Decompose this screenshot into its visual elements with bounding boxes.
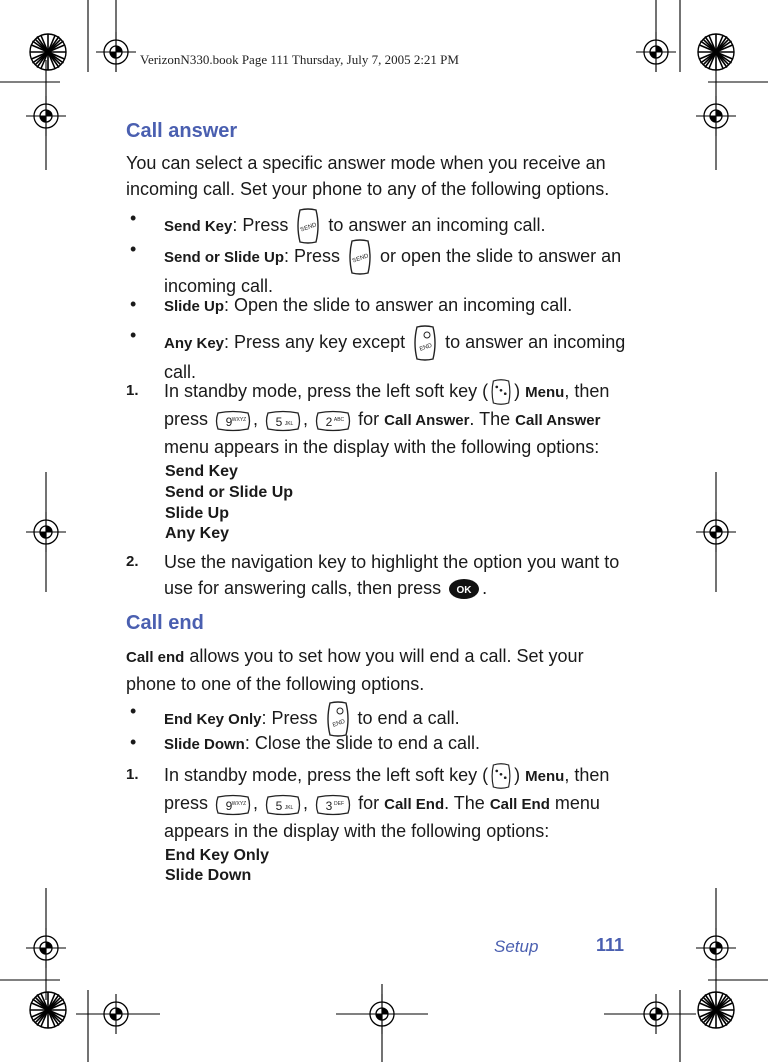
step-text: In standby mode, press the left soft key ( [164,765,489,785]
bullet-text: or open the slide to answer an incoming call. [164,245,622,296]
key-2-icon [315,410,351,432]
key-3-icon [315,794,351,816]
step-number: 1. [126,766,139,783]
step-text: for [358,793,380,814]
menu-option: Send or Slide Up [165,484,294,501]
option-term: Send or Slide Up [164,248,285,266]
end-key-icon [412,325,438,361]
bullet-text: to end a call. [352,707,460,728]
left-soft-key-icon [490,762,512,790]
bullet-text: : Press [284,245,346,266]
step-text: , then press [164,381,610,430]
step-text: Use the navigation key to highlight the option you want to use for answering calls, then press [164,552,620,598]
send-key-icon [347,239,373,275]
menu-label: Call End [489,796,550,814]
menu-label: Call Answer [384,412,470,430]
step-text: menu appears in the display with the following options: [164,437,600,458]
option-term: Slide Up [164,298,225,315]
key-9-icon [215,794,251,816]
menu-label: Call Answer [515,412,601,430]
step-text: . The [444,793,485,814]
svg-text:ABC: ABC [333,416,345,423]
menu-option: Send Key [165,463,238,480]
bullet-icon: • [130,701,137,721]
step-number: 2. [126,553,139,570]
key-5-icon [265,410,301,432]
intro-text: allows you to set how you will end a call. Set your phone to one of the following options. [126,646,584,694]
step-text: menu appears in the display with the following options: [164,793,600,842]
call-end-intro [126,643,636,697]
step-text: In standby mode, press the left soft key ( [164,381,489,401]
left-soft-key-icon [490,378,512,406]
menu-label: Call End [384,796,445,814]
svg-text:9: 9 [225,798,233,813]
bullet-icon: • [130,208,137,228]
section-title-call-end: Call end [126,612,204,634]
bullet-icon: • [130,294,137,314]
call-answer-intro: You can select a specific answer mode when you receive an incoming call. Set your phone to any of the following options. [126,153,610,199]
svg-text:3: 3 [325,798,333,813]
bullet-text: : Close the slide to end a call. [244,733,480,753]
footer-section-name: Setup [494,937,539,956]
key-9-icon [215,410,251,432]
step-text: , then press [164,765,610,814]
option-term: Slide Down [164,736,245,753]
step-number: 1. [126,382,139,399]
bullet-text: : Open the slide to answer an incoming call. [224,295,573,315]
step-text: for [358,409,380,430]
svg-text:5: 5 [275,798,283,813]
menu-label: Menu [525,768,565,785]
menu-option: End Key Only [165,847,270,864]
section-title-call-answer: Call answer [126,120,238,142]
svg-text:5: 5 [275,414,283,429]
svg-text:2: 2 [325,414,333,429]
menu-option: Slide Down [165,867,252,884]
option-term: End Key Only [164,710,262,728]
option-term: Send Key [164,217,233,235]
bullet-text: : Press any key except [224,331,411,352]
bullet-text: : Press [232,214,294,235]
svg-text:JKL: JKL [284,420,294,427]
intro-term: Call end [126,649,185,666]
bullet-icon: • [130,325,137,345]
menu-option: Slide Up [165,505,230,522]
option-term: Any Key [164,334,225,352]
step-1-call-answer: 1. In standby mode, press the left soft key ( ) Menu, then press 9 WXYZ , 5 JKL , 2 ABC for Call Answer. The Call Answer menu appears in the display with the following options: [126,378,636,456]
menu-option: Any Key [165,525,230,542]
ok-key-icon [448,578,480,600]
bullet-icon: • [130,732,137,752]
step-1-call-end: 1. In standby mode, press the left soft key ( ) Menu, then press 9 WXYZ , 5 JKL , 3 DEF for Call End. The Call End menu appears in the display with the following options: [126,762,636,840]
svg-text:WXYZ: WXYZ [231,416,247,423]
print-header-stamp: VerizonN330.book Page 111 Thursday, July 7, 2005 2:21 PM [140,52,459,67]
svg-text:JKL: JKL [284,804,294,811]
menu-label: Menu [525,384,565,401]
step-text: . The [469,409,511,430]
bullet-text: : Press [261,707,323,728]
bullet-text: to answer an incoming call. [323,214,546,235]
svg-text:WXYZ: WXYZ [231,800,247,807]
svg-text:DEF: DEF [334,800,345,807]
key-5-icon [265,794,301,816]
svg-text:9: 9 [225,414,233,429]
bullet-icon: • [130,239,137,259]
bullet-text: to answer an incoming call. [164,331,626,382]
step-text: . [482,578,488,598]
page-number: 111 [596,935,625,955]
